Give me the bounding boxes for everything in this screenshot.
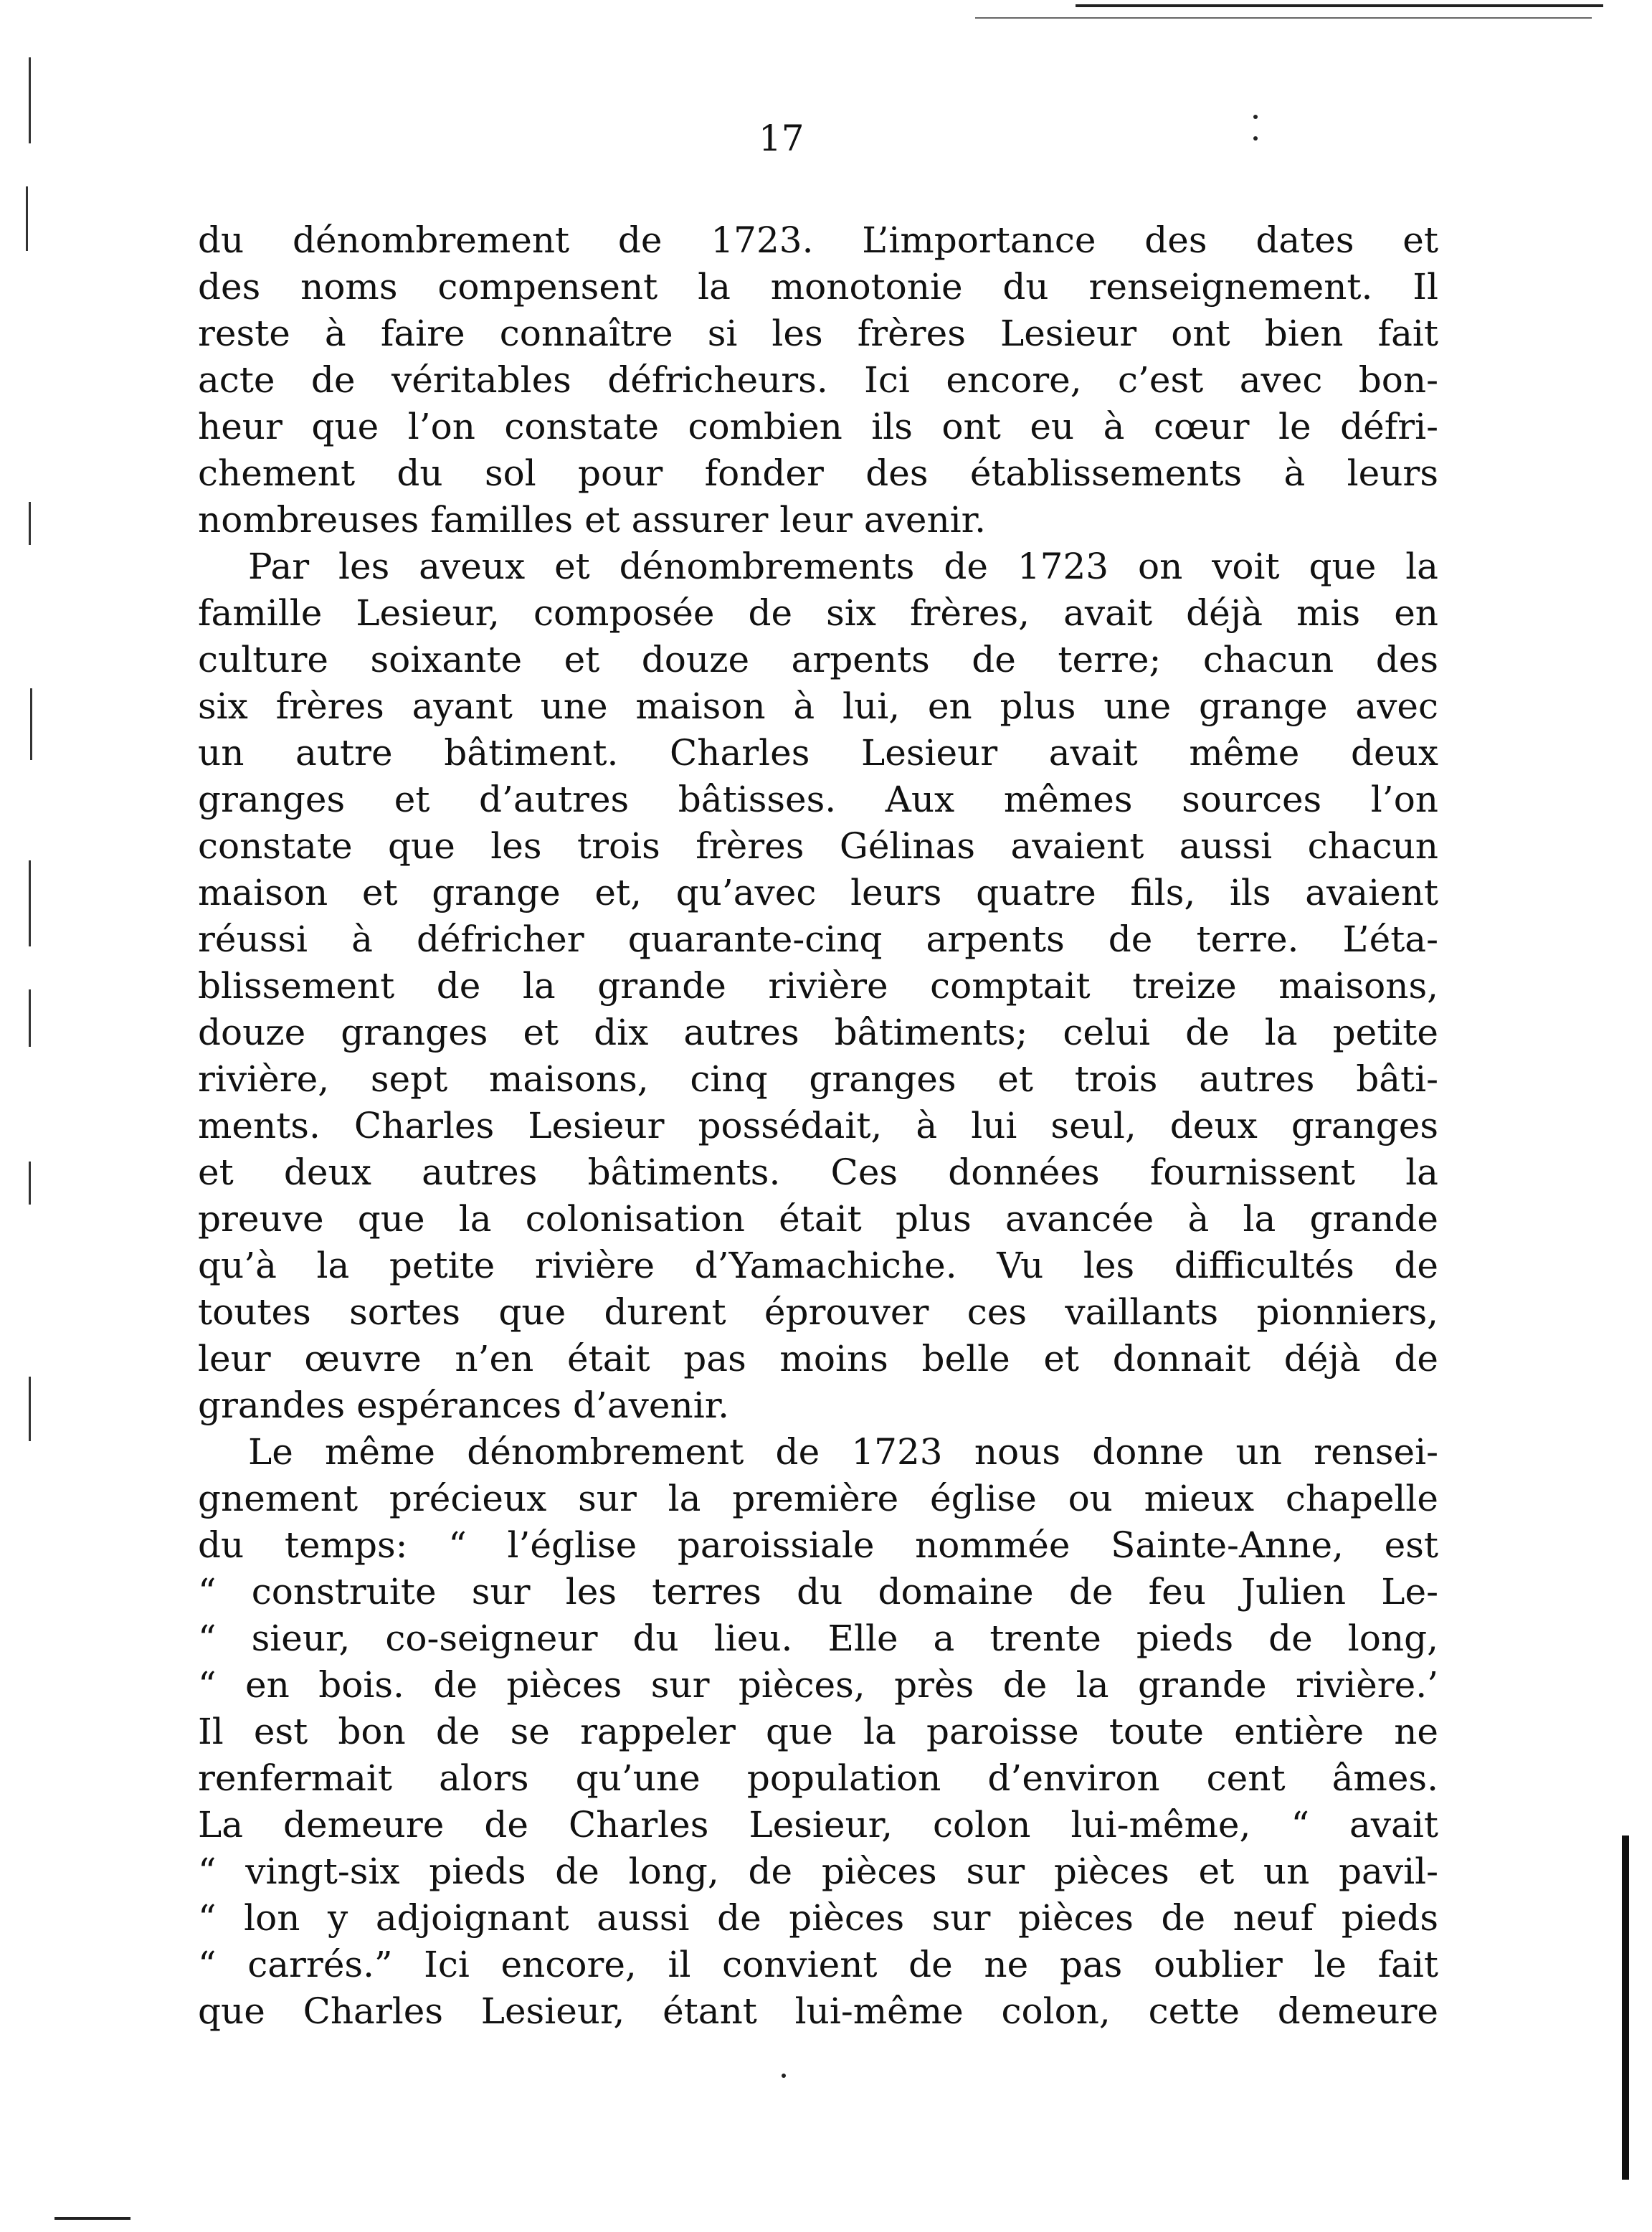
text-line: La demeure de Charles Lesieur, colon lui-même, “ avait [198, 1804, 1438, 1846]
text-line: constate que les trois frères Gélinas avaient aussi chacun [198, 825, 1438, 867]
text-line: heur que l’on constate combien ils ont eu à cœur le défri- [198, 406, 1438, 447]
margin-mark [29, 860, 31, 946]
text-line: chement du sol pour fonder des établissements à leurs [198, 452, 1438, 494]
margin-mark [29, 502, 31, 545]
margin-mark [30, 688, 32, 760]
text-line: preuve que la colonisation était plus avancée à la grande [198, 1198, 1438, 1240]
text-line: du dénombrement de 1723. L’importance des dates et [198, 219, 1438, 261]
text-line: gnement précieux sur la première église ou mieux chapelle [198, 1478, 1438, 1519]
text-line: “ vingt-six pieds de long, de pièces sur pièces et un pavil- [198, 1851, 1438, 1892]
text-line: “ en bois. de pièces sur pièces, près de la grande rivière.’ [198, 1664, 1438, 1706]
top-scan-rule-thin [975, 17, 1592, 19]
text-line: blissement de la grande rivière comptait treize maisons, [198, 965, 1438, 1007]
text-line: grandes espérances d’avenir. [198, 1385, 730, 1426]
text-line: reste à faire connaître si les frères Lesieur ont bien fait [198, 313, 1438, 354]
text-line: renfermait alors qu’une population d’environ cent âmes. [198, 1757, 1438, 1799]
right-edge-bar [1622, 1836, 1629, 2180]
text-line: que Charles Lesieur, étant lui-même colon, cette demeure [198, 1990, 1438, 2032]
text-line: toutes sortes que durent éprouver ces vaillants pionniers, [198, 1291, 1438, 1333]
scan-speck [782, 2074, 786, 2078]
margin-mark [26, 186, 28, 251]
text-line: Le même dénombrement de 1723 nous donne un rensei- [248, 1431, 1438, 1473]
text-line: six frères ayant une maison à lui, en plus une grange avec [198, 685, 1438, 727]
top-scan-rule [1076, 4, 1603, 7]
text-line: maison et grange et, qu’avec leurs quatre fils, ils avaient [198, 872, 1438, 913]
scan-speck [1253, 136, 1258, 141]
margin-mark [29, 1162, 31, 1205]
text-line: des noms compensent la monotonie du renseignement. Il [198, 266, 1438, 308]
text-line: “ carrés.” Ici encore, il convient de ne pas oublier le fait [198, 1944, 1438, 1985]
page-number: 17 [759, 118, 804, 159]
margin-mark [29, 989, 31, 1047]
text-line: rivière, sept maisons, cinq granges et trois autres bâti- [198, 1058, 1438, 1100]
text-line: ments. Charles Lesieur possédait, à lui seul, deux granges [198, 1105, 1438, 1146]
text-line: qu’à la petite rivière d’Yamachiche. Vu les difficultés de [198, 1245, 1438, 1286]
margin-mark [29, 57, 31, 143]
text-line: réussi à défricher quarante-cinq arpents de terre. L’éta- [198, 918, 1438, 960]
bottom-scan-rule [54, 2217, 130, 2220]
text-line: Il est bon de se rappeler que la paroisse toute entière ne [198, 1711, 1438, 1752]
scan-speck [1253, 115, 1258, 119]
text-line: Par les aveux et dénombrements de 1723 on voit que la [248, 546, 1438, 587]
text-line: du temps: “ l’église paroissiale nommée Sainte-Anne, est [198, 1524, 1438, 1566]
margin-mark [29, 1377, 31, 1441]
text-line: acte de véritables défricheurs. Ici encore, c’est avec bon- [198, 359, 1438, 401]
text-line: leur œuvre n’en était pas moins belle et donnait déjà de [198, 1338, 1438, 1379]
text-line: “ lon y adjoignant aussi de pièces sur pièces de neuf pieds [198, 1897, 1438, 1939]
text-line: culture soixante et douze arpents de terre; chacun des [198, 639, 1438, 680]
text-line: douze granges et dix autres bâtiments; celui de la petite [198, 1012, 1438, 1053]
text-line: “ construite sur les terres du domaine de feu Julien Le- [198, 1571, 1438, 1613]
text-line: granges et d’autres bâtisses. Aux mêmes sources l’on [198, 779, 1438, 820]
text-line: et deux autres bâtiments. Ces données fournissent la [198, 1151, 1438, 1193]
text-line: “ sieur, co-seigneur du lieu. Elle a trente pieds de long, [198, 1618, 1438, 1659]
text-line: un autre bâtiment. Charles Lesieur avait même deux [198, 732, 1438, 774]
text-line: famille Lesieur, composée de six frères, avait déjà mis en [198, 592, 1438, 634]
text-line: nombreuses familles et assurer leur avenir. [198, 499, 986, 541]
